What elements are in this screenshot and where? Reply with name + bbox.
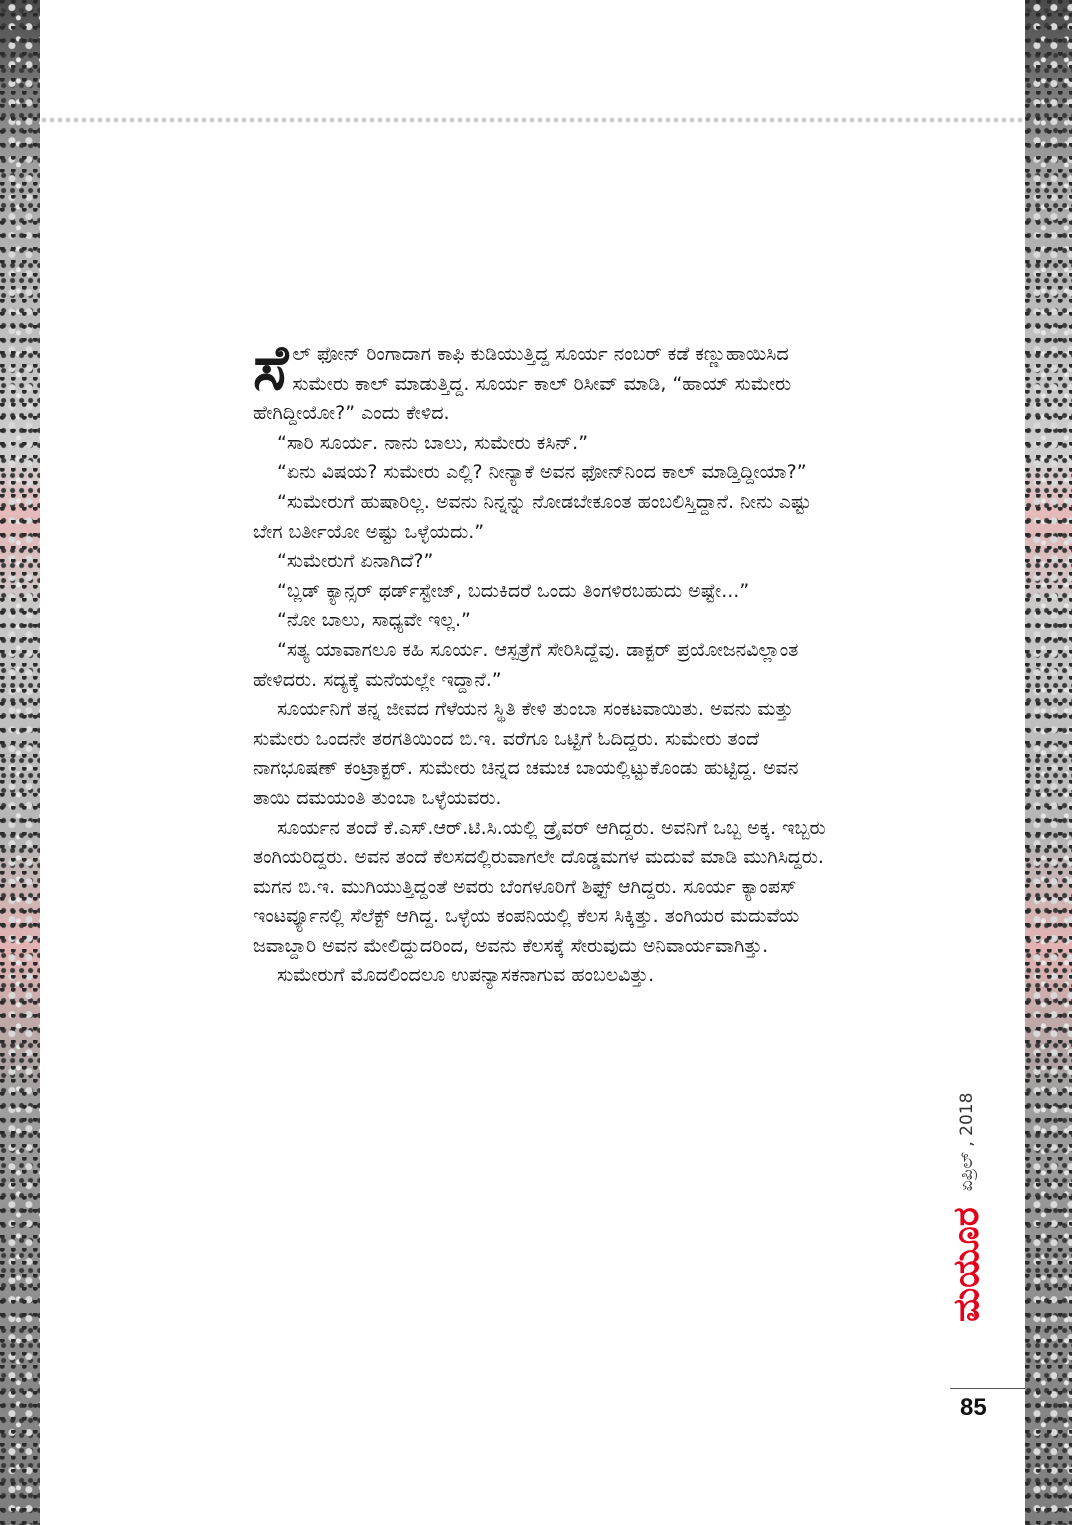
paragraph-3: “ಏನು ವಿಷಯ? ಸುಮೇರು ಎಲ್ಲಿ? ನೀನ್ಯಾಕೆ ಅವನ ಫೋನ್‌ನಿಂದ ಕಾಲ್ ಮಾಡ್ತಿದ್ದೀಯಾ?” [277, 461, 807, 484]
right-page-edge [1025, 0, 1072, 1525]
article-body [253, 331, 833, 991]
drop-cap: ಸೆ [253, 331, 289, 404]
page-number-rule [950, 1388, 1025, 1389]
magazine-name: ಮಯೂರ [946, 1207, 987, 1322]
dotted-divider [40, 117, 1025, 123]
page-number: 85 [960, 1394, 987, 1421]
paragraph-4: “ಸುಮೇರುಗೆ ಹುಷಾರಿಲ್ಲ. ಅವನು ನಿನ್ನನ್ನು ನೋಡಬೇಕೂಂತ ಹಂಬಲಿಸ್ತಿದ್ದಾನೆ. ನೀನು ಎಷ್ಟು ಬೇಗ ಬರ್ತೀಯೋ ಅಷ್ಟು ಒಳ್ಳೆಯದು.” [253, 490, 812, 543]
paragraph-10: ಸೂರ್ಯನ ತಂದೆ ಕೆ.ಎಸ್.ಆರ್.ಟಿ.ಸಿ.ಯಲ್ಲಿ ಡ್ರೈವರ್ ಆಗಿದ್ದರು. ಅವನಿಗೆ ಒಬ್ಬ ಅಕ್ಕ. ಇಬ್ಬರು ತಂಗಿಯರಿದ್ದರು. ಅವನ ತಂದೆ ಕೆಲಸದಲ್ಲಿರುವಾಗಲೇ ದೊಡ್ಡಮಗಳ ಮದುವೆ ಮಾಡಿ ಮುಗಿಸಿದ್ದರು. ಮಗನ ಬಿ.ಇ. ಮುಗಿಯುತ್ತಿದ್ದಂತೆ ಅವರು ಬೆಂಗಳೂರಿಗೆ ಶಿಫ್ಟ್ ಆಗಿದ್ದರು. ಸೂರ್ಯ ಕ್ಯಾಂಪಸ್ ಇಂಟರ್ವ್ಯೂನಲ್ಲಿ ಸೆಲೆಕ್ಟ್ ಆಗಿದ್ದ. ಒಳ್ಳೆಯ ಕಂಪನಿಯಲ್ಲಿ ಕೆಲಸ ಸಿಕ್ಕಿತ್ತು. ತಂಗಿಯರ ಮದುವೆಯ ಜವಾಬ್ದಾರಿ ಅವನ ಮೇಲಿದ್ದುದರಿಂದ, ಅವನು ಕೆಲಸಕ್ಕೆ ಸೇರುವುದು ಅನಿವಾರ್ಯವಾಗಿತ್ತು. [253, 816, 826, 957]
paragraph-8: “ಸತ್ಯ ಯಾವಾಗಲೂ ಕಹಿ ಸೂರ್ಯ. ಆಸ್ಪತ್ರೆಗೆ ಸೇರಿಸಿದ್ದೆವು. ಡಾಕ್ಟರ್ ಪ್ರಯೋಜನವಿಲ್ಲಾಂತ ಹೇಳಿದರು. ಸದ್ಯಕ್ಕೆ ಮನೆಯಲ್ಲೇ ಇದ್ದಾನೆ.” [253, 638, 799, 691]
paragraph-6: “ಬ್ಲಡ್ ಕ್ಯಾನ್ಸರ್ ಥರ್ಡ್‌ಸ್ಟೇಜ್, ಬದುಕಿದರೆ ಒಂದು ತಿಂಗಳಿರಬಹುದು ಅಷ್ಟೇ...” [277, 579, 750, 602]
paragraph-11: ಸುಮೇರುಗೆ ಮೊದಲಿಂದಲೂ ಉಪನ್ಯಾಸಕನಾಗುವ ಹಂಬಲವಿತ್ತು. [277, 964, 655, 987]
paragraph-9: ಸೂರ್ಯನಿಗೆ ತನ್ನ ಜೀವದ ಗೆಳೆಯನ ಸ್ಥಿತಿ ಕೇಳಿ ತುಂಬಾ ಸಂಕಟವಾಯಿತು. ಅವನು ಮತ್ತು ಸುಮೇರು ಒಂದನೇ ತರಗತಿಯಿಂದ ಬಿ.ಇ. ವರೆಗೂ ಒಟ್ಟಿಗೆ ಓದಿದ್ದರು. ಸುಮೇರು ತಂದೆ ನಾಗಭೂಷಣ್ ಕಂಟ್ರಾಕ್ಟರ್. ಸುಮೇರು ಚಿನ್ನದ ಚಮಚ ಬಾಯಲ್ಲಿಟ್ಟುಕೊಂಡು ಹುಟ್ಟಿದ್ದ. ಅವನ ತಾಯಿ ದಮಯಂತಿ ತುಂಬಾ ಒಳ್ಳೆಯವರು. [253, 698, 799, 809]
paragraph-7: “ನೋ ಬಾಲು, ಸಾಧ್ಯವೇ ಇಲ್ಲ.” [277, 609, 471, 632]
paragraph-2: “ಸಾರಿ ಸೂರ್ಯ. ನಾನು ಬಾಲು, ಸುಮೇರು ಕಸಿನ್.” [277, 431, 589, 454]
paragraph-1 [253, 331, 833, 429]
magazine-side-title [946, 1092, 988, 1322]
left-page-edge [0, 0, 40, 1525]
paragraph-5: “ಸುಮೇರುಗೆ ಏನಾಗಿದೆ?” [277, 550, 434, 573]
issue-date: ಏಪ್ರಿಲ್ , 2018 [957, 1092, 977, 1192]
paragraph-1-text: ಲ್ ಫೋನ್ ರಿಂಗಾದಾಗ ಕಾಫಿ ಕುಡಿಯುತ್ತಿದ್ದ ಸೂರ್ಯ ನಂಬರ್ ಕಡೆ ಕಣ್ಣುಹಾಯಿಸಿದ ಸುಮೇರು ಕಾಲ್ ಮಾಡುತ್ತಿದ್ದ. ಸೂರ್ಯ ಕಾಲ್ ರಿಸೀವ್ ಮಾಡಿ, “ಹಾಯ್ ಸುಮೇರು ಹೇಗಿದ್ದೀಯೋ?” ಎಂದು ಕೇಳಿದ. [253, 343, 792, 425]
